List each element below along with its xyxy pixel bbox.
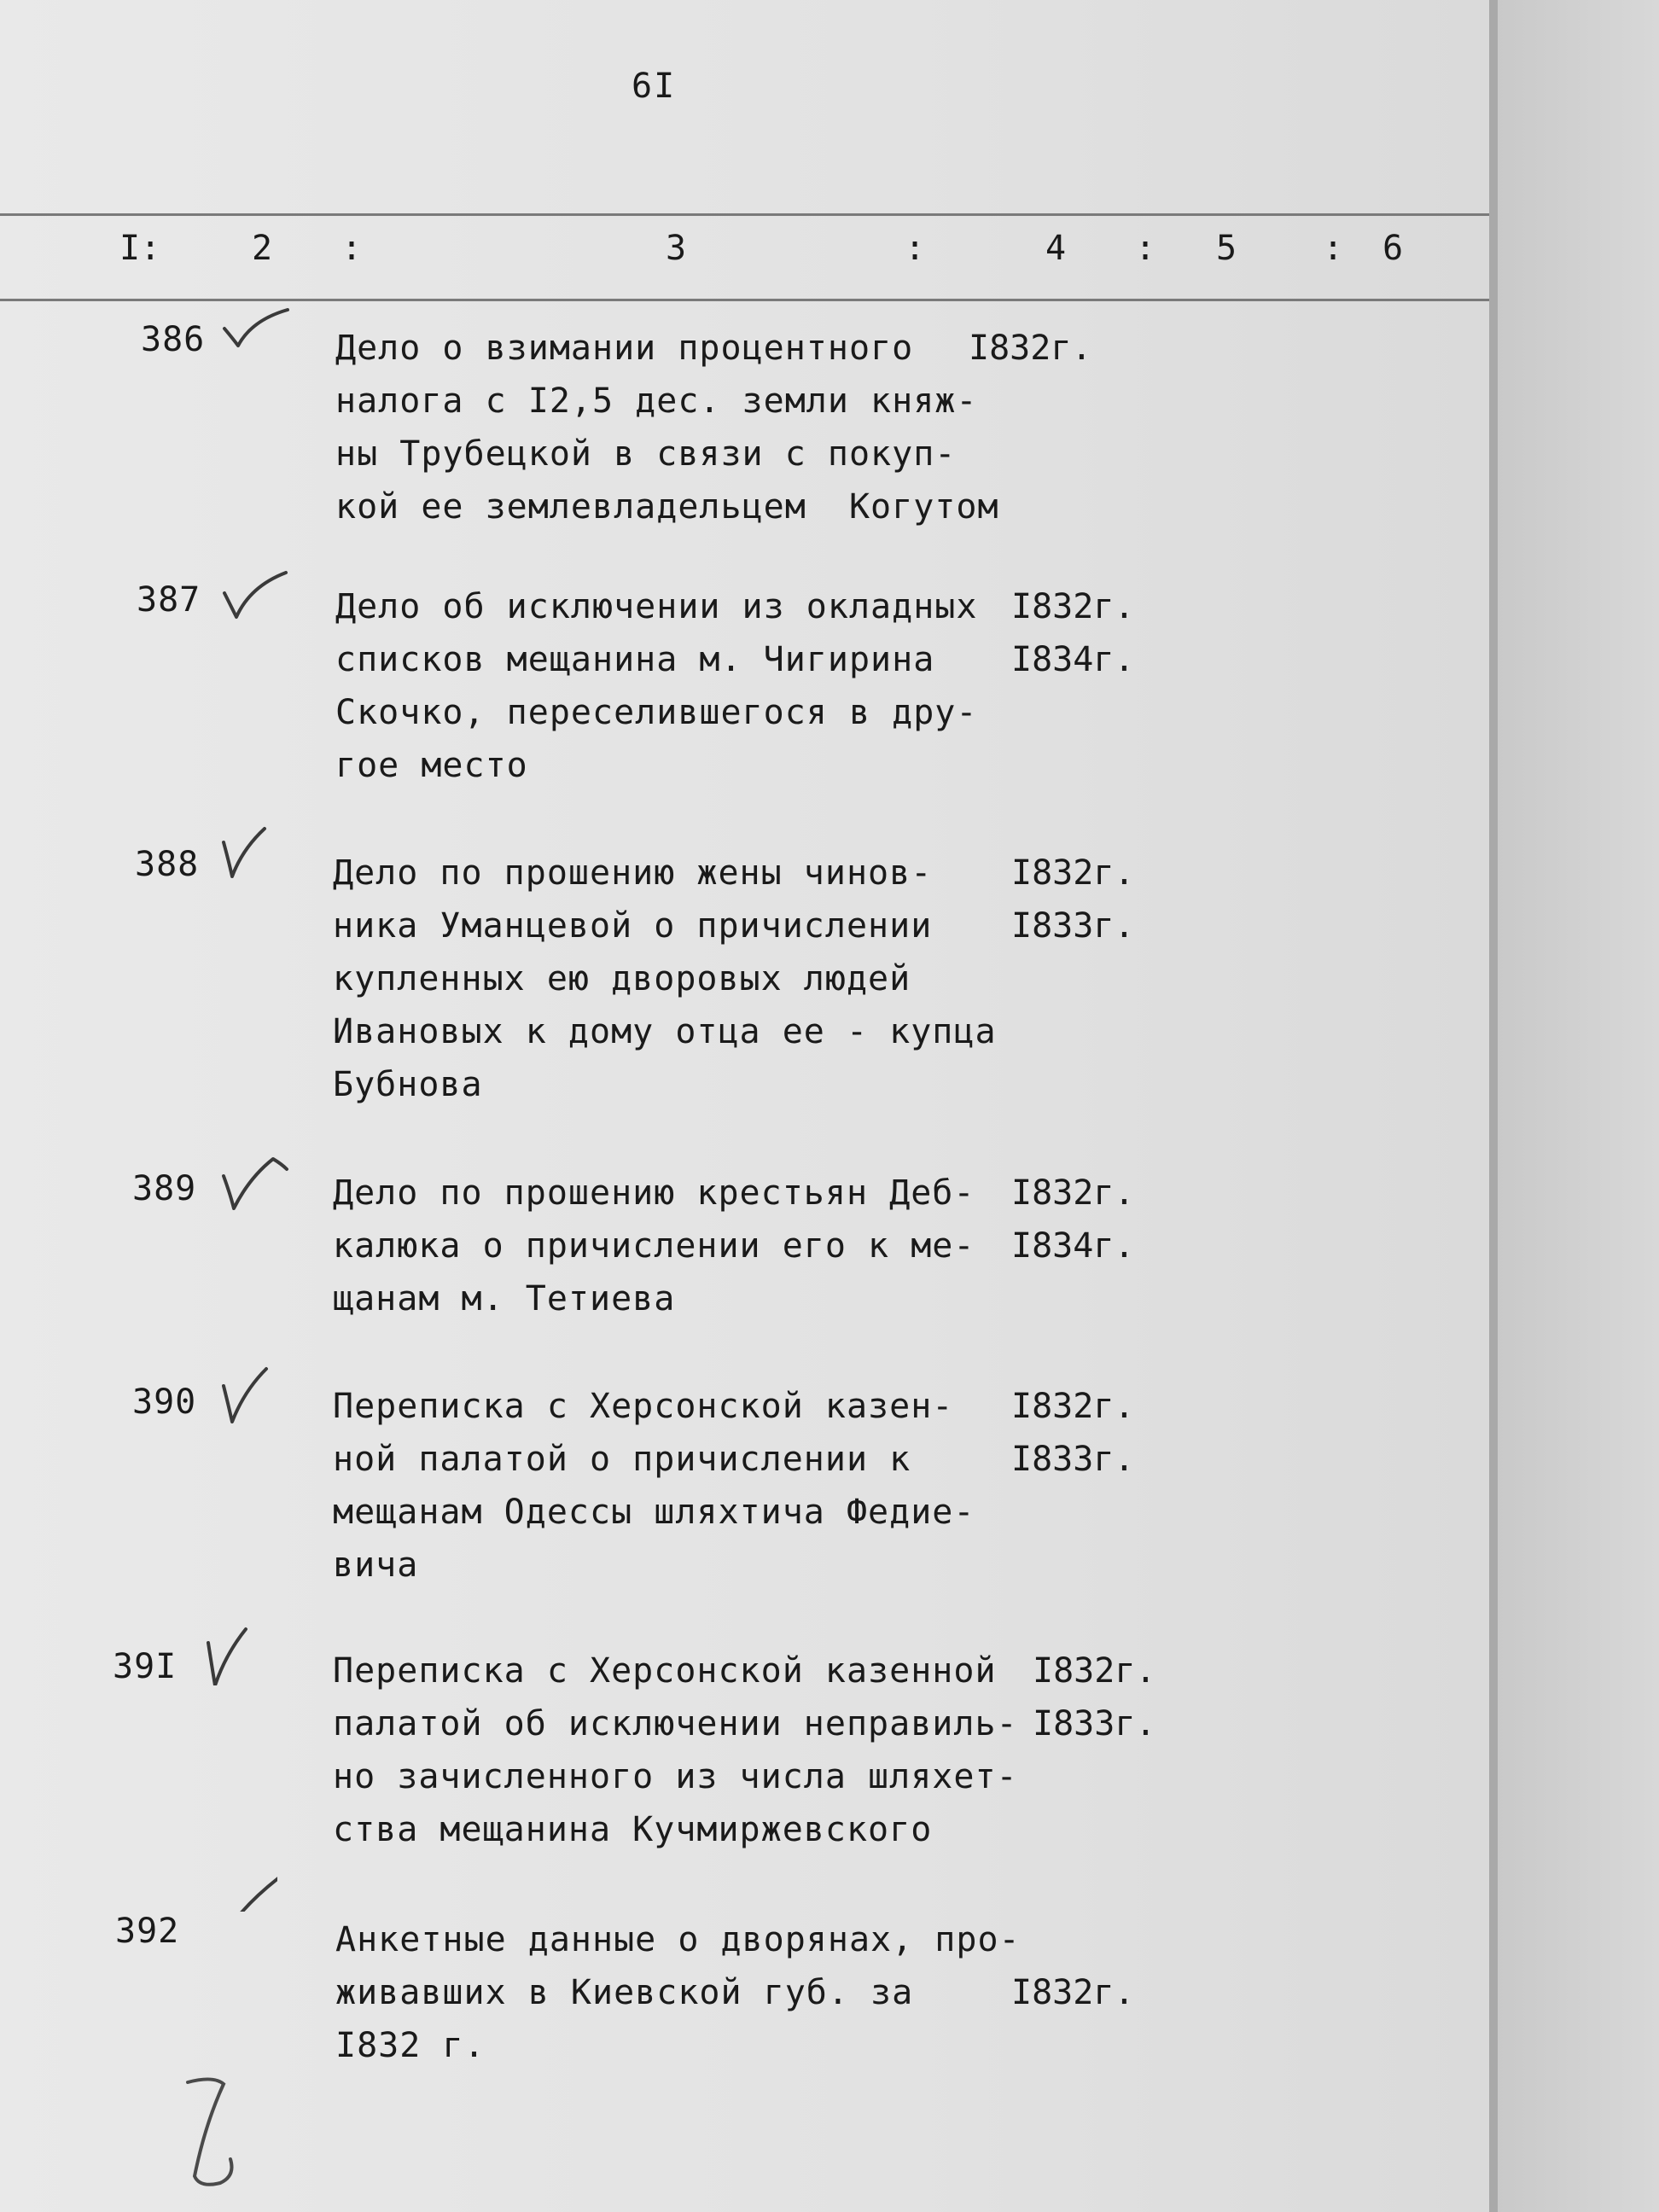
entry-description-line: Дело о взимании процентного bbox=[335, 329, 914, 368]
entry-description-line: ника Уманцевой о причислении bbox=[333, 906, 933, 946]
entry-description-line: гое место bbox=[335, 746, 528, 785]
entry-number: 389 bbox=[132, 1169, 197, 1208]
entry-description-line: вича bbox=[333, 1545, 419, 1585]
entry-description-line: налога с I2,5 дес. земли княж- bbox=[335, 381, 978, 421]
entry-year: I833г. bbox=[1011, 1440, 1135, 1479]
entry-number: 39I bbox=[113, 1647, 178, 1686]
underlying-page bbox=[1498, 0, 1659, 2212]
column-header-5: 5 bbox=[1216, 229, 1237, 268]
header-rule-bottom bbox=[0, 299, 1489, 301]
entry-description-line: Переписка с Херсонской казенной bbox=[333, 1651, 997, 1691]
entry-year: I834г. bbox=[1011, 640, 1135, 679]
checkmark-icon bbox=[196, 1626, 273, 1685]
column-header-3: 3 bbox=[666, 229, 687, 268]
entry-description-line: Анкетные данные о дворянах, про- bbox=[335, 1920, 1021, 1959]
column-separator: : bbox=[1323, 229, 1344, 268]
entry-year: I832г. bbox=[1011, 1973, 1135, 2012]
column-header-1: I: bbox=[119, 229, 161, 268]
checkmark-icon bbox=[213, 1152, 290, 1212]
entry-year: I832г. bbox=[969, 329, 1092, 368]
entry-number: 387 bbox=[137, 580, 201, 620]
checkmark-icon bbox=[213, 824, 290, 883]
entry-description-line: Дело по прошению крестьян Деб- bbox=[333, 1173, 975, 1213]
entry-description-line: списков мещанина м. Чигирина bbox=[335, 640, 935, 679]
entry-description-line: Переписка с Херсонской казен- bbox=[333, 1387, 954, 1426]
entry-description-line: щанам м. Тетиева bbox=[333, 1279, 676, 1318]
entry-year: I832г. bbox=[1011, 1173, 1135, 1213]
checkmark-icon bbox=[218, 303, 294, 363]
entry-description-line: ны Трубецкой в связи с покуп- bbox=[335, 434, 957, 474]
entry-year: I832г. bbox=[1033, 1651, 1156, 1691]
column-separator: : bbox=[1135, 229, 1156, 268]
page-edge bbox=[1489, 0, 1498, 2212]
header-rule-top bbox=[0, 213, 1489, 216]
handwritten-mark-icon bbox=[171, 2074, 256, 2193]
entry-description-line: кой ее землевладельцем Когутом bbox=[335, 487, 999, 527]
entry-description-line: калюка о причислении его к ме- bbox=[333, 1226, 975, 1266]
entry-year: I832г. bbox=[1011, 587, 1135, 626]
entry-description-line: купленных ею дворовых людей bbox=[333, 959, 911, 998]
entry-year: I833г. bbox=[1011, 906, 1135, 946]
entry-description-line: Ивановых к дому отца ее - купца bbox=[333, 1012, 997, 1051]
entry-description-line: Бубнова bbox=[333, 1065, 483, 1104]
checkmark-icon bbox=[213, 1365, 290, 1425]
entry-number: 390 bbox=[132, 1382, 197, 1422]
column-header-4: 4 bbox=[1045, 229, 1067, 268]
entry-description-line: мещанам Одессы шляхтича Федие- bbox=[333, 1493, 975, 1532]
entry-number: 386 bbox=[141, 320, 206, 359]
entry-description-line: Дело по прошению жены чинов- bbox=[333, 853, 933, 893]
entry-description-line: I832 г. bbox=[335, 2026, 486, 2065]
checkmark-icon bbox=[218, 568, 294, 627]
page-number: 6I bbox=[632, 67, 677, 106]
entry-number: 388 bbox=[135, 845, 200, 884]
checkmark-icon bbox=[201, 1852, 277, 1912]
column-header-2: 2 bbox=[252, 229, 273, 268]
entry-description-line: живавших в Киевской губ. за bbox=[335, 1973, 914, 2012]
column-separator: : bbox=[905, 229, 926, 268]
entry-description-line: ства мещанина Кучмиржевского bbox=[333, 1810, 933, 1849]
entry-year: I833г. bbox=[1033, 1704, 1156, 1743]
entry-description-line: палатой об исключении неправиль- bbox=[333, 1704, 1018, 1743]
entry-year: I834г. bbox=[1011, 1226, 1135, 1266]
entry-year: I832г. bbox=[1011, 1387, 1135, 1426]
entry-description-line: Дело об исключении из окладных bbox=[335, 587, 978, 626]
entry-description-line: ной палатой о причислении к bbox=[333, 1440, 911, 1479]
entry-description-line: Скочко, переселившегося в дру- bbox=[335, 693, 978, 732]
column-separator: : bbox=[341, 229, 363, 268]
entry-year: I832г. bbox=[1011, 853, 1135, 893]
entry-number: 392 bbox=[115, 1912, 180, 1951]
column-header-6: 6 bbox=[1382, 229, 1404, 268]
entry-description-line: но зачисленного из числа шляхет- bbox=[333, 1757, 1018, 1796]
